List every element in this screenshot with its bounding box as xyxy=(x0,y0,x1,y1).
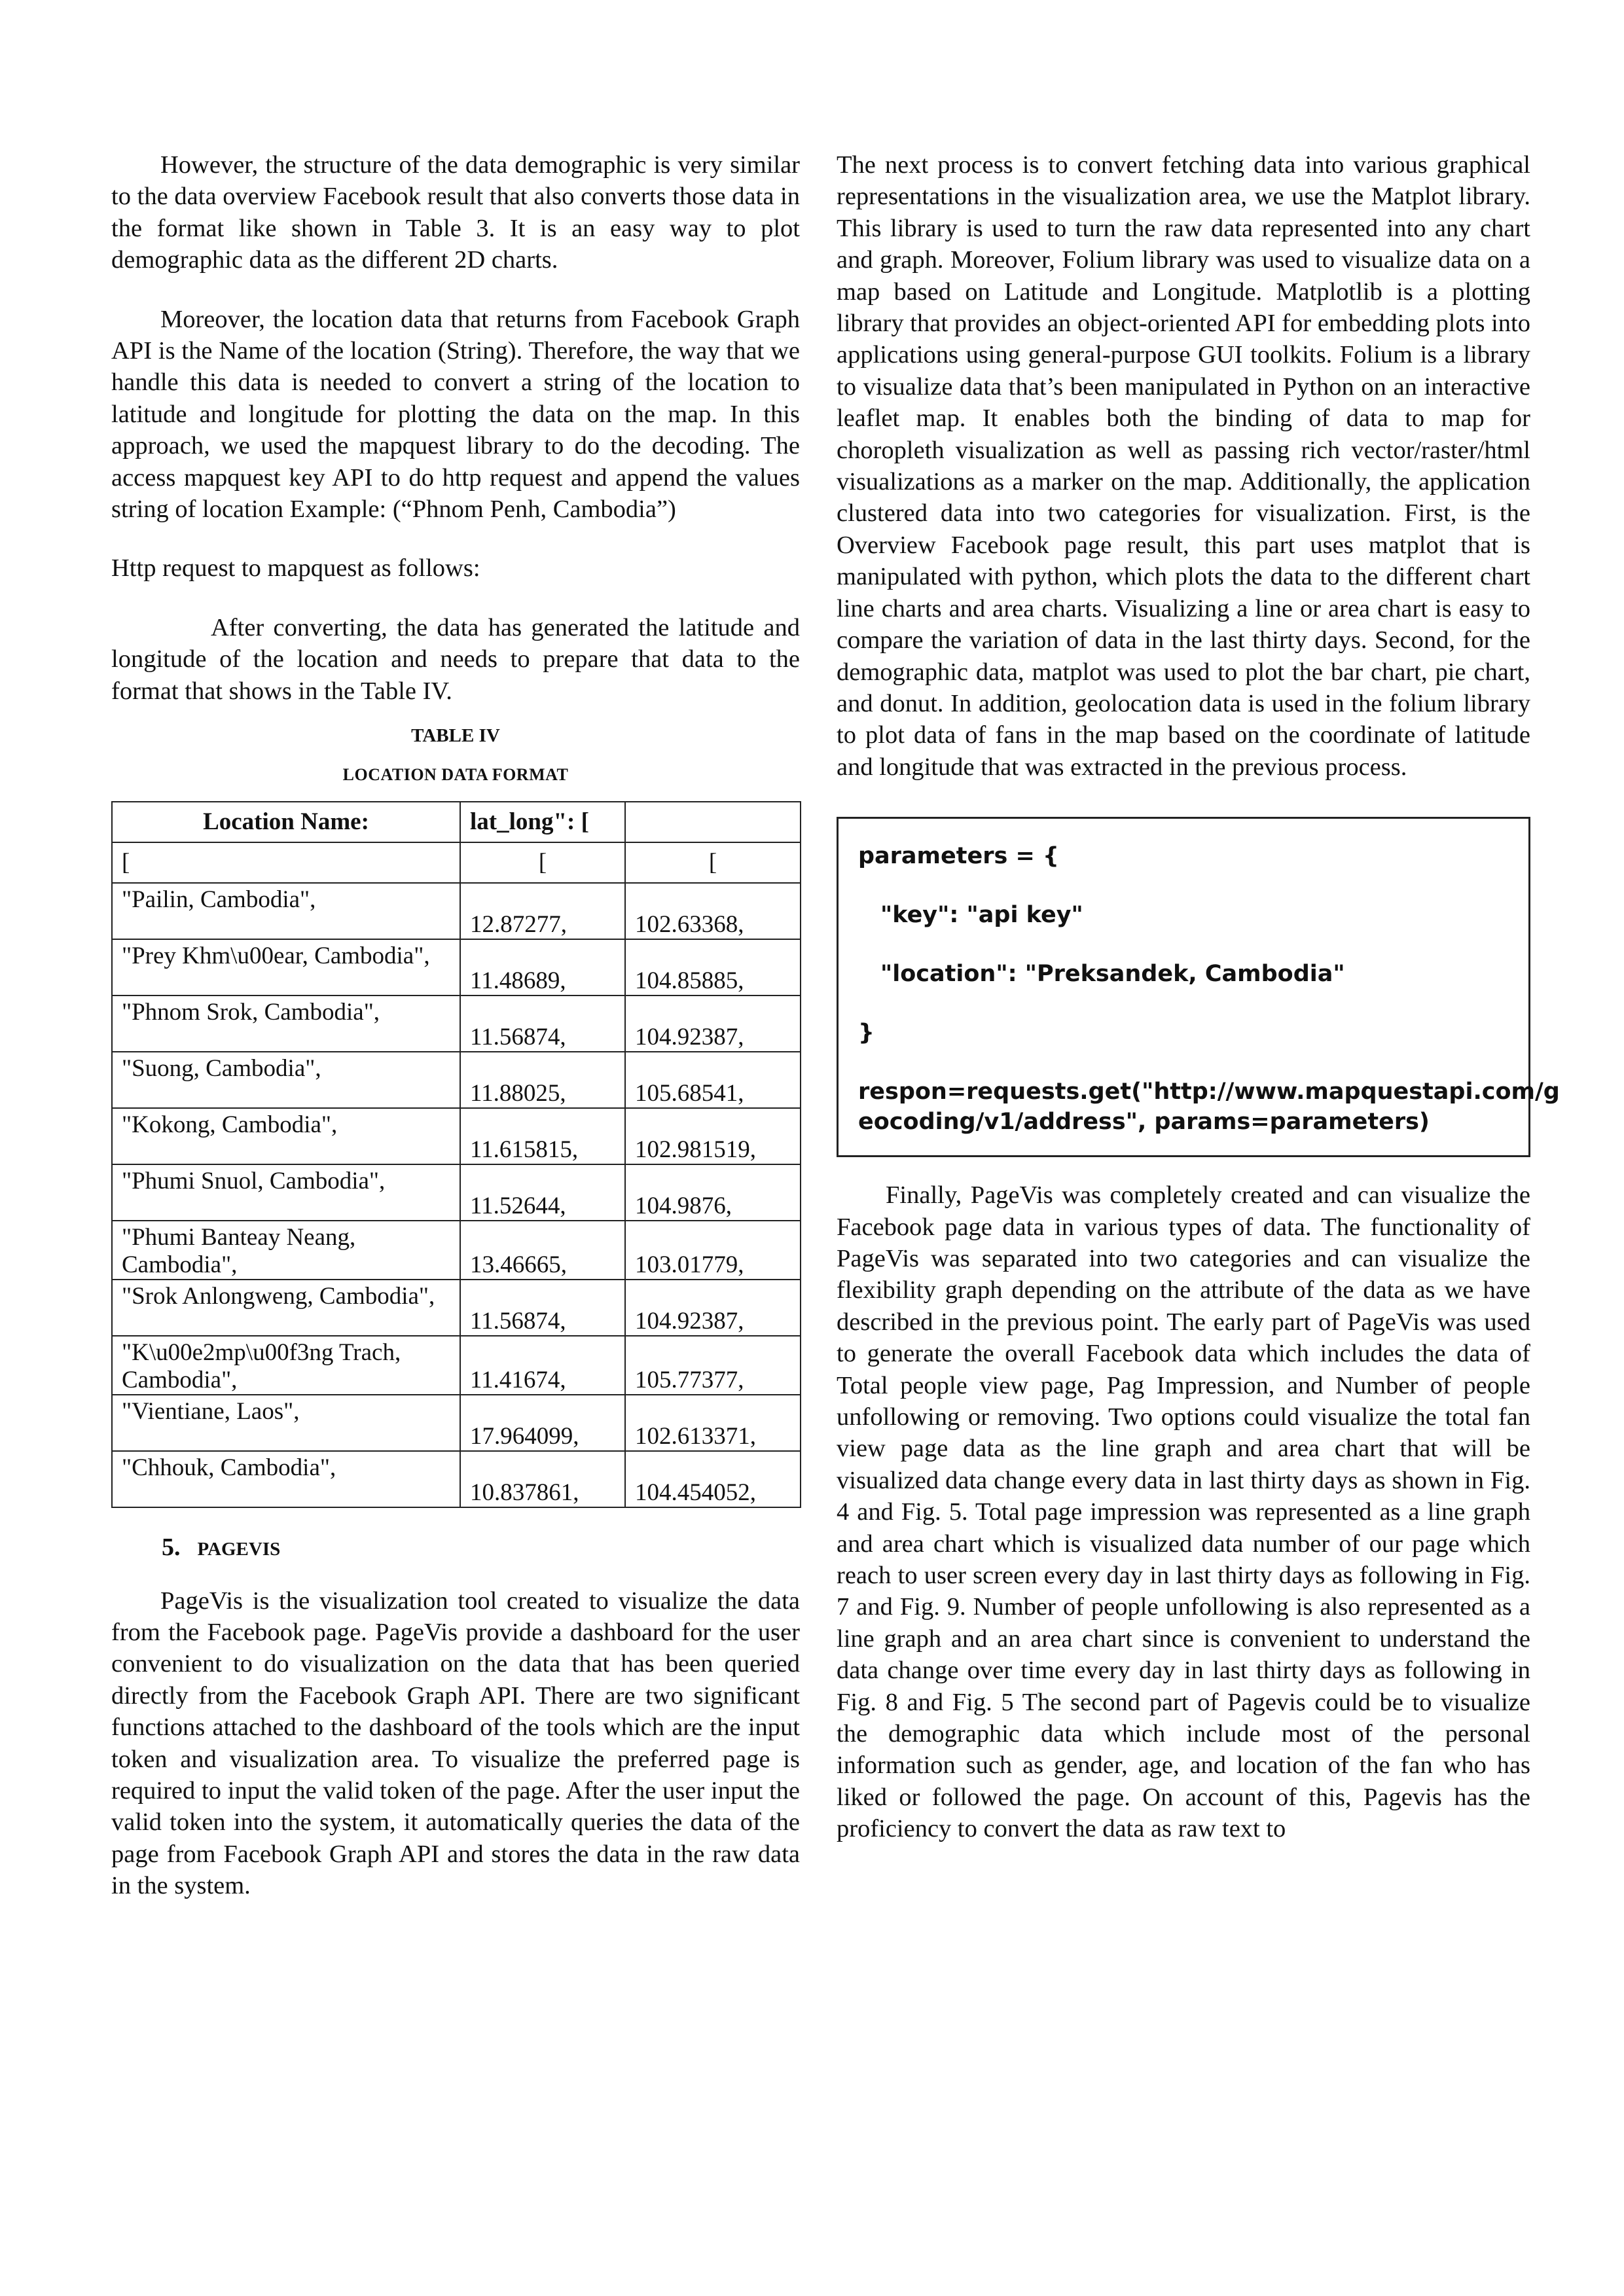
code-line: } xyxy=(858,1020,875,1047)
section-number: 5. xyxy=(162,1534,181,1562)
paragraph: Finally, PageVis was completely created and can visualize the Facebook page data in various types of data. The functionality of PageVis was separated into two categories and can visualize the flexibility graph depending on the attribute of the data as we have described in the previous point. The early part of PageVis was used to generate the overall Facebook data which includes the data of Total people view page, Pag Impression, and Number of people unfollowing or removing. Two options could visualize the total fan view page data as the line graph and area chart that will be visualized data change every data in last thirty days as shown in Fig. 4 and Fig. 5. Total page impression was represented as a line graph and area chart which is visualized data number of our page which reach to user screen every day in last thirty days as following in Fig. 7 and Fig. 9. Number of people unfollowing is also represented as a line graph and an area chart since is convenient to understand the data change over time every day in last thirty days as following in Fig. 8 and Fig. 5 The second part of Pagevis could be to visualize the demographic data which include most of the personal information such as gender, age, and location of the fan who has liked or followed the page. On account of this, Pagevis has the proficiency to convert the data as raw text to xyxy=(837,1181,1530,1843)
longitude-cell: 102.981519, xyxy=(625,1108,801,1164)
section-heading xyxy=(162,1532,800,1565)
table-row xyxy=(112,1451,801,1507)
table-row xyxy=(112,1108,801,1164)
location-name-cell: "Chhouk, Cambodia", xyxy=(112,1451,460,1507)
table-row xyxy=(112,1221,801,1280)
location-name-cell: "Suong, Cambodia", xyxy=(112,1052,460,1108)
table-row xyxy=(112,996,801,1052)
paragraph: Moreover, the location data that returns from Facebook Graph API is the Name of the location (String). Therefore, the way that we handle this data is needed to convert a string of the location to latitude and longitude for plotting the data on the map. In this approach, we used the mapquest library to do the decoding. The access mapquest key API to do http request and append the values string of location Example: (“Phnom Penh, Cambodia”) xyxy=(111,305,800,524)
latitude-cell: 10.837861, xyxy=(460,1451,625,1507)
code-line: parameters = { xyxy=(858,843,1059,870)
longitude-cell: 103.01779, xyxy=(625,1221,801,1280)
table-row xyxy=(112,1164,801,1221)
latitude-cell: 12.87277, xyxy=(460,883,625,939)
location-name-cell: "Phumi Snuol, Cambodia", xyxy=(112,1164,460,1221)
paragraph: PageVis is the visualization tool created to visualize the data from the Facebook page. PageVis provide a dashboard for the user convenient to do visualization on the data that has been queried directly from the Facebook Graph API. There are two significant functions attached to the dashboard of the tools which are the input token and visualization area. To visualize the preferred page is required to input the valid token of the page. After the user input the valid token into the system, it automatically queries the data of the page from Facebook Graph API and stores the data in the raw data in the system. xyxy=(111,1587,800,1900)
section-title: PAGEVIS xyxy=(197,1539,281,1560)
latitude-cell: 11.48689, xyxy=(460,939,625,996)
paragraph: Http request to mapquest as follows: xyxy=(111,554,480,583)
table-cell: [ xyxy=(460,842,625,883)
longitude-cell: 104.454052, xyxy=(625,1451,801,1507)
table-row xyxy=(112,1336,801,1395)
table-row xyxy=(112,1052,801,1108)
latitude-cell: 11.615815, xyxy=(460,1108,625,1164)
table-caption-number: TABLE IV xyxy=(411,725,500,747)
location-name-cell: "Prey Khm\u00ear, Cambodia", xyxy=(112,939,460,996)
location-name-cell: "Pailin, Cambodia", xyxy=(112,883,460,939)
right-column xyxy=(837,149,1560,1845)
code-line: "key": "api key" xyxy=(880,902,1083,929)
table-row xyxy=(112,939,801,996)
longitude-cell: 104.9876, xyxy=(625,1164,801,1221)
longitude-cell: 104.85885, xyxy=(625,939,801,996)
table-header-cell xyxy=(625,802,801,842)
latitude-cell: 11.56874, xyxy=(460,1280,625,1336)
location-name-cell: "Srok Anlongweng, Cambodia", xyxy=(112,1280,460,1336)
longitude-cell: 104.92387, xyxy=(625,996,801,1052)
table-header-cell: lat_long": [ xyxy=(460,802,625,842)
paragraph: The next process is to convert fetching data into various graphical representations in the visualization area, we use the Matplot library. This library is used to turn the raw data represented into any chart and graph. Moreover, Folium library was used to visualize data on a map based on Latitude and Longitude. Matplotlib is a plotting library that provides an object-oriented API for embedding plots into applications using general-purpose GUI toolkits. Folium is a library to visualize data that’s been manipulated in Python on an interactive leaflet map. It enables both the binding of data to map for choropleth visualization as well as passing rich vector/raster/html visualizations as a marker on the map. Additionally, the application clustered data into two categories for visualization. First, is the Overview Facebook page result, this part uses matplot that is manipulated with python, which plots the data to the different chart line charts and area charts. Visualizing a line or area chart is easy to compare the variation of data in the last thirty days. Second, for the demographic data, matplot was used to plot the bar chart, pie chart, and donut. In addition, geolocation data is used in the folium library to plot data of fans in the map based on the coordinate of latitude and longitude that was extracted in the previous process. xyxy=(837,151,1530,781)
table-row xyxy=(112,1395,801,1451)
table-caption-title: LOCATION DATA FORMAT xyxy=(342,765,569,785)
longitude-cell: 102.613371, xyxy=(625,1395,801,1451)
longitude-cell: 105.77377, xyxy=(625,1336,801,1395)
paragraph: After converting, the data has generated the latitude and longitude of the location and needs to prepare that data to the format that shows in the Table IV. xyxy=(111,613,800,705)
table-row xyxy=(112,1280,801,1336)
table-cell: [ xyxy=(112,842,460,883)
latitude-cell: 13.46665, xyxy=(460,1221,625,1280)
code-line: "location": "Preksandek, Cambodia" xyxy=(880,961,1345,988)
location-name-cell: "K\u00e2mp\u00f3ng Trach, Cambodia", xyxy=(112,1336,460,1395)
latitude-cell: 11.41674, xyxy=(460,1336,625,1395)
table-row xyxy=(112,842,801,883)
longitude-cell: 105.68541, xyxy=(625,1052,801,1108)
latitude-cell: 11.56874, xyxy=(460,996,625,1052)
code-block xyxy=(837,817,1560,1157)
table-header-cell: Location Name: xyxy=(112,802,460,842)
latitude-cell: 11.52644, xyxy=(460,1164,625,1221)
table-header-row xyxy=(112,802,801,842)
table-cell: [ xyxy=(625,842,801,883)
code-line: respon=requests.get("http://www.mapquestapi.com/g xyxy=(858,1079,1560,1105)
location-name-cell: "Vientiane, Laos", xyxy=(112,1395,460,1451)
left-column xyxy=(111,149,800,1902)
table-row xyxy=(112,883,801,939)
latitude-cell: 17.964099, xyxy=(460,1395,625,1451)
location-name-cell: "Phnom Srok, Cambodia", xyxy=(112,996,460,1052)
paragraph: However, the structure of the data demographic is very similar to the data overview Facebook result that also converts those data in the format like shown in Table 3. It is an easy way to plot demographic data as the different 2D charts. xyxy=(111,151,800,274)
location-name-cell: "Phumi Banteay Neang, Cambodia", xyxy=(112,1221,460,1280)
location-name-cell: "Kokong, Cambodia", xyxy=(112,1108,460,1164)
longitude-cell: 102.63368, xyxy=(625,883,801,939)
longitude-cell: 104.92387, xyxy=(625,1280,801,1336)
latitude-cell: 11.88025, xyxy=(460,1052,625,1108)
code-line: eocoding/v1/address", params=parameters) xyxy=(858,1109,1430,1136)
location-data-table xyxy=(111,801,801,1508)
